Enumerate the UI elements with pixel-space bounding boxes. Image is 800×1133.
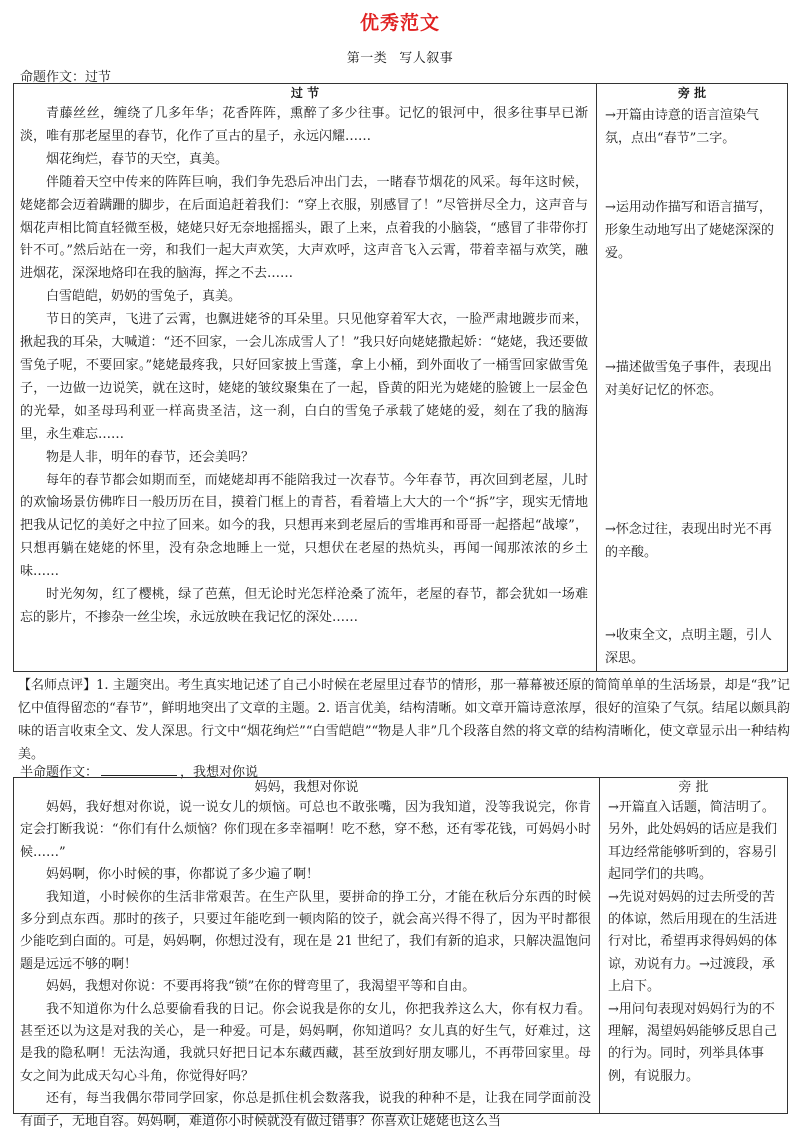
essay-table-1: [13, 83, 788, 672]
essay-paragraph: 伴随着天空中传来的阵阵巨响，我们争先恐后冲出门去，一睹春节烟花的风采。每年这时候，姥姥都会迈着蹒跚的脚步，在后面追赶着我们：“穿上衣服，别感冒了！”尽管拼尽全力，这声音与烟花声相比简直轻微至极，姥姥只好无奈地摇摇头，跟了上来，点着我的小脑袋，“感冒了非带你打针不可。”然后站在一旁，和我们一起大声欢笑，大声欢呼，这声音飞入云霄，带着幸福与欢笑，融进烟花，深深地烙印在我的脑海，挥之不去……: [20, 174, 588, 282]
essay-paragraph: 妈妈，我好想对你说，说一说女儿的烦恼。可总也不敢张嘴，因为我知道，没等我说完，你肯定会打断我说：“你们有什么烦恼？你们现在多幸福啊！吃不愁，穿不愁，还有零花钱，可妈妈小时候……”: [20, 800, 591, 860]
essay-paragraph: 妈妈，我想对你说：不要再将我“锁”在你的臂弯里了，我渴望平等和自由。: [46, 979, 476, 995]
essay-paragraph: 白雪皑皑，奶奶的雪兔子，真美。: [46, 289, 242, 305]
margin-note: →怀念过往，表现出时光不再的辛酸。: [605, 522, 772, 560]
category-heading: [0, 47, 800, 66]
essay-column: [14, 84, 597, 671]
essay-paragraph: 还有，每当我偶尔带同学回家，你总是抓住机会数落我，说我的种种不是，让我在同学面前没有面子，无地自容。妈妈啊，难道你小时候就没有做过错事？你喜欢让姥姥也这么当: [20, 1091, 591, 1129]
essay-paragraph: 青藤丝丝，缠绕了几多年华；花香阵阵，熏醉了多少往事。记忆的银河中，很多往事早已渐淡，唯有那老屋里的春节，化作了亘古的星子，永远闪耀……: [20, 106, 588, 144]
margin-note: →开篇直入话题，简洁明了。另外，此处妈妈的话应是我们耳边经常能够听到的，容易引起同学们的共鸣。: [608, 800, 778, 883]
essay-table-2: [13, 777, 788, 1129]
page-title: 优秀范文: [359, 12, 440, 34]
notes-column: [597, 84, 787, 671]
category-name: 写人叙事: [399, 51, 454, 66]
category-number: 第一类: [346, 51, 388, 66]
essay-paragraph: 妈妈啊，你小时候的事，你都说了多少遍了啊！: [46, 867, 320, 883]
essay-paragraph: 节日的笑声，飞进了云霄，也飘进姥爷的耳朵里。只见他穿着军大衣，一脸严肃地踱步而来，揪起我的耳朵，大喊道：“还不回家，一会儿冻成雪人了！”我只好向姥姥撒起娇：“姥姥，我还要做雪兔子呢，不要回家。”姥姥最疼我，只好回家披上雪蓬，拿上小桶，到外面收了一桶雪回家做雪兔子，一边做一边说笑，就在这时，姥姥的皱纹聚集在了一起，昏黄的阳光为姥姥的脸镀上一层金色的光晕，如圣母玛利亚一样高贵圣洁，这一刹，白白的雪兔子承载了姥姥的爱，刻在了我的脑海里，永生难忘……: [20, 312, 588, 442]
essay-paragraph: 我知道，小时候你的生活非常艰苦。在生产队里，要拼命的挣工分，才能在秋后分东西的时候多分到点东西。那时的孩子，只要过年能吃到一顿肉陷的饺子，就会高兴得不得了，因为平时都很少能吃到白面的。可是，妈妈啊，你想过没有，现在是 21 世纪了，我们有新的追求，只解决温饱问题是远远不够的啊！: [20, 889, 591, 972]
essay-heading: 过 节: [290, 86, 320, 100]
prompt-prefix: 半命题作文：: [20, 765, 99, 780]
essay-paragraph: 物是人非，明年的春节，还会美吗？: [46, 449, 255, 465]
essay-heading: 妈妈，我想对你说: [254, 780, 359, 795]
essay-paragraph: 我不知道你为什么总要偷看我的日记。你会说我是你的女儿，你把我养这么大，你有权力看。甚至还以为这是对我的关心，是一种爱。可是，妈妈啊，你知道吗？女儿真的好生气，好难过，这是我的隐私啊！无法沟通，我就只好把日记本东藏西藏，甚至放到好朋友哪儿，不再带回家里。母女之间为此成天勾心斗角，你觉得好吗？: [20, 1001, 591, 1084]
margin-note: →开篇由诗意的语言渲染气氛，点出“春节”二字。: [605, 108, 759, 146]
essay-paragraph: 时光匆匆，红了樱桃，绿了芭蕉，但无论时光怎样沧桑了流年，老屋的春节，都会犹如一场难忘的影片，不掺杂一丝尘埃，永远放映在我记忆的深处……: [20, 587, 588, 625]
essay-paragraph: 烟花绚烂，春节的天空，真美。: [46, 151, 229, 167]
teacher-review: 【名师点评】1. 主题突出。考生真实地记述了自己小时候在老屋里过春节的情形，那一幕幕被还原的简简单单的生活场景，却是“我”记忆中值得留恋的“春节”，鲜明地突出了文章的主题。2. 语言优美，结构清晰。如文章开篇诗意浓厚，很好的渲染了气氛。结尾以颇具韵味的语言收束全文、发人深思。行文中“烟花绚烂”“白雪皑皑”“物是人非”几个段落自然的将文章的结构清晰化，使文章显示出一种结构美。: [18, 678, 790, 762]
margin-note: →用问句表现对妈妈行为的不理解，渴望妈妈能够反思自己的行为。同时，列举具体事例，有说服力。: [608, 1001, 778, 1084]
margin-note: →先说对妈妈的过去所受的苦的体谅，然后用现在的生活进行对比，希望再求得妈妈的体谅，劝说有力。→过渡段，承上启下。: [608, 889, 778, 995]
notes-column: [600, 778, 787, 1113]
margin-note: →描述做雪兔子事件，表现出对美好记忆的怀恋。: [605, 360, 772, 398]
essay-paragraph: 每年的春节都会如期而至，而姥姥却再不能陪我过一次春节。今年春节，再次回到老屋，儿时的欢愉场景仿佛昨日一般历历在目，摸着门框上的青苔，看着墙上大大的一个“拆”字，现实无情地把我从记忆的美好之中拉了回来。如今的我，只想再来到老屋后的雪堆再和哥哥一起搭起“战壕”，只想再躺在姥姥的怀里，没有杂念地睡上一觉，只想伏在老屋的热炕头，再闻一闻那浓浓的乡土味……: [20, 472, 588, 580]
prompt-suffix: ，我想对你说: [180, 765, 259, 780]
margin-note: →运用动作描写和语言描写，形象生动地写出了姥姥深深的爱。: [605, 200, 775, 261]
notes-heading: 旁 批: [678, 780, 709, 795]
essay-column: [14, 778, 600, 1129]
notes-heading: 旁 批: [677, 86, 707, 100]
essay-prompt-1: 命题作文：过节: [20, 70, 112, 85]
fill-in-blank: [101, 762, 177, 776]
margin-note: →收束全文，点明主题，引人深思。: [605, 628, 772, 666]
